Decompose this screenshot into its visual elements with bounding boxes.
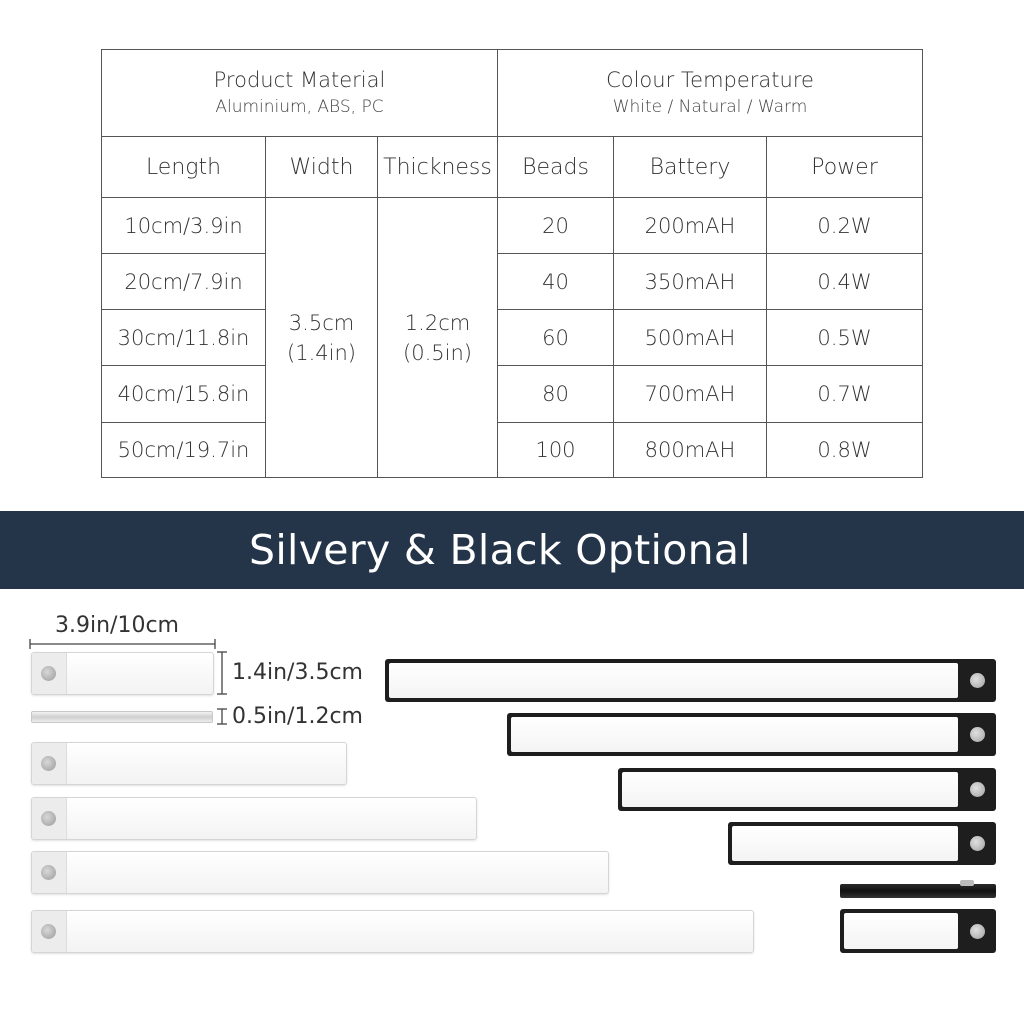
- motion-sensor-icon: [970, 673, 985, 688]
- length-cell: 40cm/15.8in: [102, 366, 266, 423]
- motion-sensor-icon: [41, 811, 56, 826]
- battery-cell: 800mAH: [614, 423, 767, 478]
- table-row: [102, 198, 923, 254]
- black-light-bar-20cm: [728, 822, 996, 865]
- battery-cell: 500mAH: [614, 310, 767, 366]
- width-metric: 3.5cm: [288, 310, 355, 335]
- motion-sensor-icon: [970, 782, 985, 797]
- power-cell: 0.4W: [767, 254, 923, 310]
- silver-light-bar-30cm: [31, 797, 477, 840]
- motion-sensor-icon: [41, 756, 56, 771]
- beads-cell: 20: [498, 198, 614, 254]
- length-cell: 10cm/3.9in: [102, 198, 266, 254]
- silver-light-bar-10cm: [31, 652, 214, 695]
- side-view-sensor-bump: [960, 880, 974, 886]
- motion-sensor-icon: [970, 836, 985, 851]
- col-header-power: Power: [767, 137, 923, 198]
- black-light-bar-50cm: [385, 659, 996, 702]
- black-light-bar-40cm: [507, 713, 996, 756]
- table-row: [102, 254, 923, 310]
- beads-cell: 100: [498, 423, 614, 478]
- battery-cell: 700mAH: [614, 366, 767, 423]
- colour-temperature-cell: [498, 50, 923, 137]
- bar-light-panel: [844, 913, 958, 949]
- product-material-title: Product Material: [213, 68, 386, 92]
- motion-sensor-icon: [41, 865, 56, 880]
- col-header-thickness: Thickness: [378, 137, 498, 198]
- column-header-row: [102, 137, 923, 198]
- product-material-cell: [102, 50, 498, 137]
- colour-temperature-value: White / Natural / Warm: [612, 97, 808, 117]
- thickness-dimension-label: 0.5in/1.2cm: [232, 704, 363, 729]
- bar-light-panel: [732, 826, 958, 861]
- thickness-cell: [378, 198, 498, 478]
- black-light-bar-10cm: [840, 909, 996, 953]
- motion-sensor-icon: [41, 924, 56, 939]
- power-cell: 0.7W: [767, 366, 923, 423]
- beads-cell: 60: [498, 310, 614, 366]
- bar-light-panel: [511, 717, 958, 752]
- col-header-width: Width: [266, 137, 378, 198]
- table-row: [102, 310, 923, 366]
- table-row: [102, 423, 923, 478]
- beads-cell: 80: [498, 366, 614, 423]
- thickness-imperial: (0.5in): [403, 340, 472, 365]
- colour-temperature-title: Colour Temperature: [606, 68, 814, 92]
- silver-light-bar-50cm: [31, 910, 754, 953]
- thickness-metric: 1.2cm: [404, 310, 471, 335]
- motion-sensor-icon: [970, 727, 985, 742]
- silver-light-bar-side-view: [31, 711, 213, 723]
- power-cell: 0.8W: [767, 423, 923, 478]
- col-header-length: Length: [102, 137, 266, 198]
- table-header-row: [102, 50, 923, 137]
- banner-title: Silvery & Black Optional: [249, 526, 751, 574]
- width-cell: [266, 198, 378, 478]
- spec-table: [101, 49, 923, 478]
- silver-light-bar-20cm: [31, 742, 347, 785]
- silver-light-bar-40cm: [31, 851, 609, 894]
- power-cell: 0.2W: [767, 198, 923, 254]
- black-light-bar-30cm: [618, 768, 996, 811]
- battery-cell: 200mAH: [614, 198, 767, 254]
- bar-light-panel: [622, 772, 958, 807]
- length-dimension-label: 3.9in/10cm: [55, 613, 179, 638]
- width-imperial: (1.4in): [287, 340, 356, 365]
- product-material-value: Aluminium, ABS, PC: [215, 97, 384, 117]
- beads-cell: 40: [498, 254, 614, 310]
- bar-light-panel: [389, 663, 958, 698]
- length-cell: 20cm/7.9in: [102, 254, 266, 310]
- col-header-battery: Battery: [614, 137, 767, 198]
- width-dimension-label: 1.4in/3.5cm: [232, 660, 363, 685]
- motion-sensor-icon: [41, 666, 56, 681]
- power-cell: 0.5W: [767, 310, 923, 366]
- length-cell: 30cm/11.8in: [102, 310, 266, 366]
- motion-sensor-icon: [970, 924, 985, 939]
- color-options-banner: [0, 511, 1024, 589]
- battery-cell: 350mAH: [614, 254, 767, 310]
- col-header-beads: Beads: [498, 137, 614, 198]
- black-light-bar-side-view: [840, 884, 996, 898]
- length-cell: 50cm/19.7in: [102, 423, 266, 478]
- table-row: [102, 366, 923, 423]
